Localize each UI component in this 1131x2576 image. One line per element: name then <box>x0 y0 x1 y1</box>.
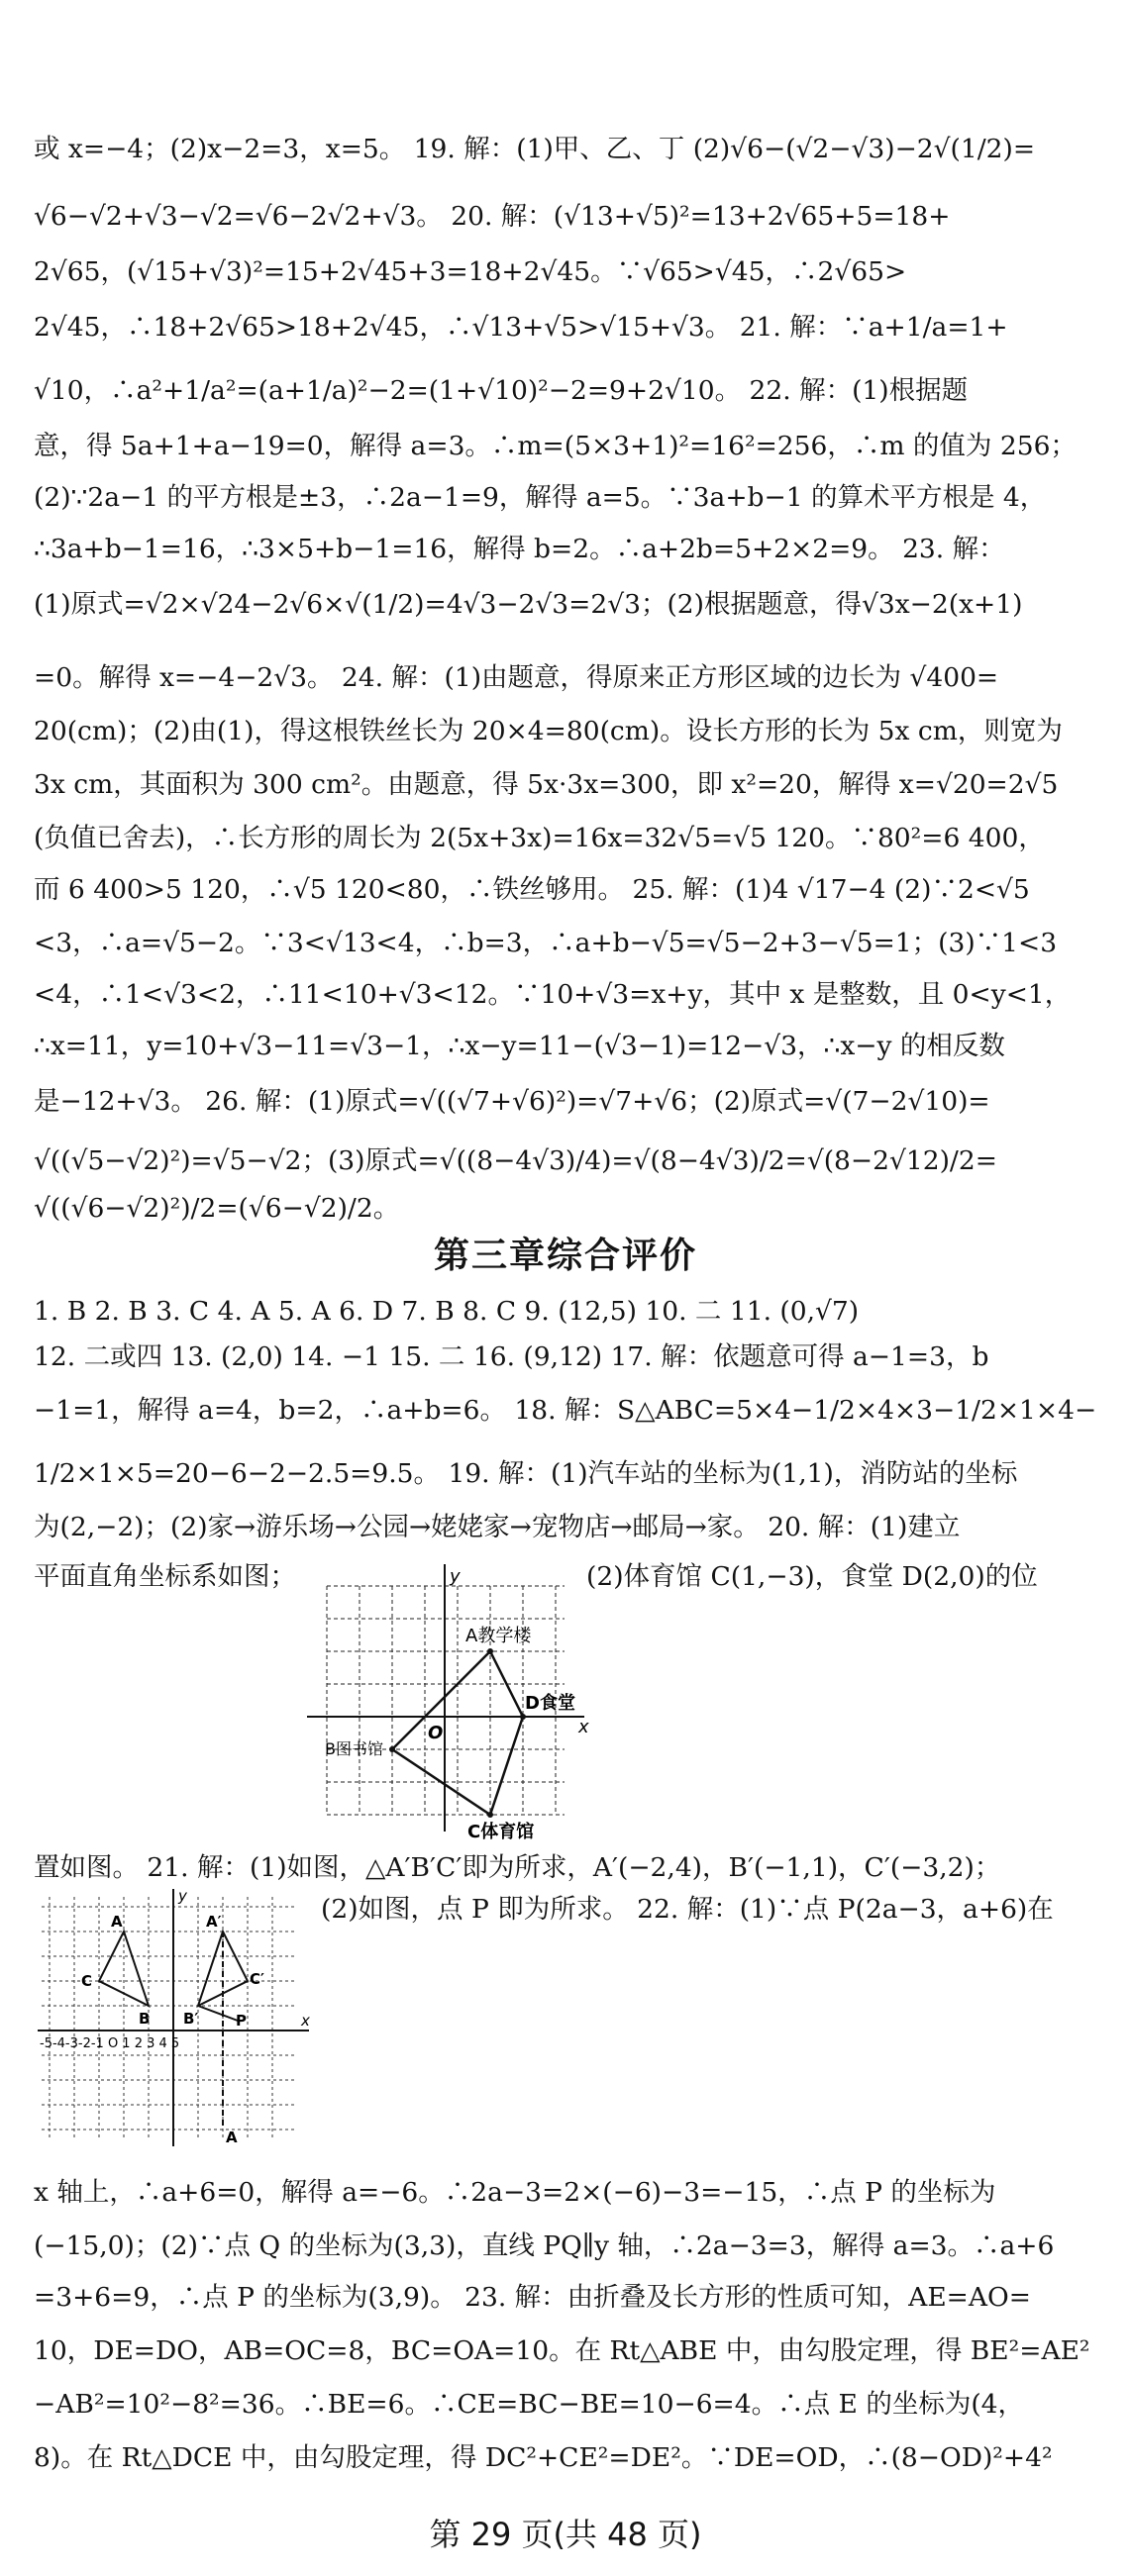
label-p: P <box>236 2012 247 2030</box>
text-line: 而 6 400>5 120，∴√5 120<80，∴铁丝够用。 25. 解：(1)4 √17−4 (2)∵2<√5 <box>34 874 1030 905</box>
label-origin: O <box>428 1723 444 1743</box>
label-d: D食堂 <box>525 1693 575 1714</box>
label-a: A <box>111 1913 123 1931</box>
text-line: =0。解得 x=−4−2√3。 24. 解：(1)由题意，得原来正方形区域的边长为 √400= <box>34 662 999 693</box>
text-line: −1=1，解得 a=4，b=2，∴a+b=6。 18. 解：S△ABC=5×4−1/2×4×3−1/2×1×4− <box>34 1395 1097 1426</box>
page-footer: 第 29 页(共 48 页) <box>429 2516 702 2553</box>
label-a-prime: A′ <box>206 1913 222 1931</box>
text-line: 平面直角坐标系如图； <box>34 1561 296 1592</box>
text-line: <4，∴1<√3<2，∴11<10+√3<12。∵10+√3=x+y，其中 x 是整数，且 0<y<1， <box>34 979 1072 1010</box>
label-b: B <box>139 2010 151 2028</box>
text-line: 为(2,−2)；(2)家→游乐场→公园→姥姥家→宠物店→邮局→家。 20. 解：(1)建立 <box>34 1512 961 1542</box>
text-line: 1. B 2. B 3. C 4. A 5. A 6. D 7. B 8. C 9. (12,5) 10. 二 11. (0,√7) <box>34 1296 860 1327</box>
text-line: <3，∴a=√5−2。∵3<√13<4，∴b=3，∴a+b−√5=√5−2+3−√5=1；(3)∵1<3 <box>34 928 1058 958</box>
text-line: 1/2×1×5=20−6−2−2.5=9.5。 19. 解：(1)汽车站的坐标为(1,1)，消防站的坐标 <box>34 1458 1018 1489</box>
text-line: (2)∵2a−1 的平方根是±3，∴2a−1=9，解得 a=5。∵3a+b−1 的算术平方根是 4， <box>34 482 1047 513</box>
text-line: (−15,0)；(2)∵点 Q 的坐标为(3,3)，直线 PQ∥y 轴，∴2a−3=3，解得 a=3。∴a+6 <box>34 2230 1055 2261</box>
label-b-prime: B′ <box>183 2010 199 2028</box>
text-line: (1)原式=√2×√24−2√6×√(1/2)=4√3−2√3=2√3；(2)根据题意，得√3x−2(x+1) <box>34 589 1023 620</box>
text-line: 是−12+√3。 26. 解：(1)原式=√((√7+√6)²)=√7+√6；(2)原式=√(7−2√10)= <box>34 1086 990 1117</box>
text-line: 或 x=−4；(2)x−2=3，x=5。 19. 解：(1)甲、乙、丁 (2)√6−(√2−√3)−2√(1/2)= <box>34 134 1036 164</box>
text-line: 12. 二或四 13. (2,0) 14. −1 15. 二 16. (9,12) 17. 解：依题意可得 a−1=3，b <box>34 1341 989 1372</box>
label-x-axis: x <box>301 2012 310 2030</box>
text-line: ∴x=11，y=10+√3−11=√3−1，∴x−y=11−(√3−1)=12−√3，∴x−y 的相反数 <box>34 1031 1005 1061</box>
text-line: √10，∴a²+1/a²=(a+1/a)²−2=(1+√10)²−2=9+2√10。 22. 解：(1)根据题 <box>34 375 969 406</box>
coordinate-figure-triangles <box>30 1887 317 2154</box>
text-line: −AB²=10²−8²=36。∴BE=6。∴CE=BC−BE=10−6=4。∴点 E 的坐标为(4， <box>34 2389 1025 2420</box>
text-line: 置如图。 21. 解：(1)如图，△A′B′C′即为所求，A′(−2,4)，B′(−1,1)，C′(−3,2)； <box>34 1852 1001 1883</box>
label-x-axis: x <box>578 1717 589 1737</box>
label-y-axis: y <box>450 1566 461 1587</box>
label-b: B图书馆 <box>325 1739 383 1758</box>
chapter-title: 第三章综合评价 <box>433 1236 697 1276</box>
text-line: 意，得 5a+1+a−19=0，解得 a=3。∴m=(5×3+1)²=16²=256，∴m 的值为 256； <box>34 431 1077 461</box>
text-line: (负值已舍去)，∴长方形的周长为 2(5x+3x)=16x=32√5=√5 120。∵80²=6 400， <box>34 823 1045 853</box>
text-line: √6−√2+√3−√2=√6−2√2+√3。 20. 解：(√13+√5)²=13+2√65+5=18+ <box>34 201 951 232</box>
text-line: (2)如图，点 P 即为所求。 22. 解：(1)∵点 P(2a−3，a+6)在 <box>321 1894 1054 1925</box>
text-line: 3x cm，其面积为 300 cm²。由题意，得 5x·3x=300，即 x²=20，解得 x=√20=2√5 <box>34 769 1059 800</box>
text-line: x 轴上，∴a+6=0，解得 a=−6。∴2a−3=2×(−6)−3=−15，∴点 P 的坐标为 <box>34 2177 996 2208</box>
text-line: 2√45，∴18+2√65>18+2√45，∴√13+√5>√15+√3。 21. 解：∵a+1/a=1+ <box>34 312 1008 343</box>
text-line: 8)。在 Rt△DCE 中，由勾股定理，得 DC²+CE²=DE²。∵DE=OD，∴(8−OD)²+4² <box>34 2442 1053 2473</box>
coordinate-figure-campus <box>297 1564 594 1841</box>
text-line: (2)体育馆 C(1,−3)，食堂 D(2,0)的位 <box>586 1561 1038 1592</box>
text-line: ∴3a+b−1=16，∴3×5+b−1=16，解得 b=2。∴a+2b=5+2×2=9。 23. 解： <box>34 534 1005 564</box>
label-c: C <box>81 1972 93 1990</box>
text-line: √((√6−√2)²)/2=(√6−√2)/2。 <box>34 1193 400 1224</box>
text-line: 20(cm)；(2)由(1)，得这根铁丝长为 20×4=80(cm)。设长方形的长为 5x cm，则宽为 <box>34 716 1063 746</box>
label-a-lower: A <box>226 2129 238 2146</box>
label-y-axis: y <box>178 1887 187 1905</box>
label-c-prime: C′ <box>250 1970 264 1988</box>
x-tick-labels: -5-4-3-2-1 O 1 2 3 4 5 <box>40 2036 180 2051</box>
text-line: 2√65，(√15+√3)²=15+2√45+3=18+2√45。∵√65>√45，∴2√65> <box>34 256 907 287</box>
text-line: =3+6=9，∴点 P 的坐标为(3,9)。 23. 解：由折叠及长方形的性质可知，AE=AO= <box>34 2282 1031 2313</box>
text-line: √((√5−√2)²)=√5−√2；(3)原式=√((8−4√3)/4)=√(8−4√3)/2=√(8−2√12)/2= <box>34 1145 997 1176</box>
text-line: 10，DE=DO，AB=OC=8，BC=OA=10。在 Rt△ABE 中，由勾股定理，得 BE²=AE² <box>34 2335 1090 2366</box>
label-a: A教学楼 <box>465 1626 532 1646</box>
label-c: C体育馆 <box>467 1822 535 1841</box>
